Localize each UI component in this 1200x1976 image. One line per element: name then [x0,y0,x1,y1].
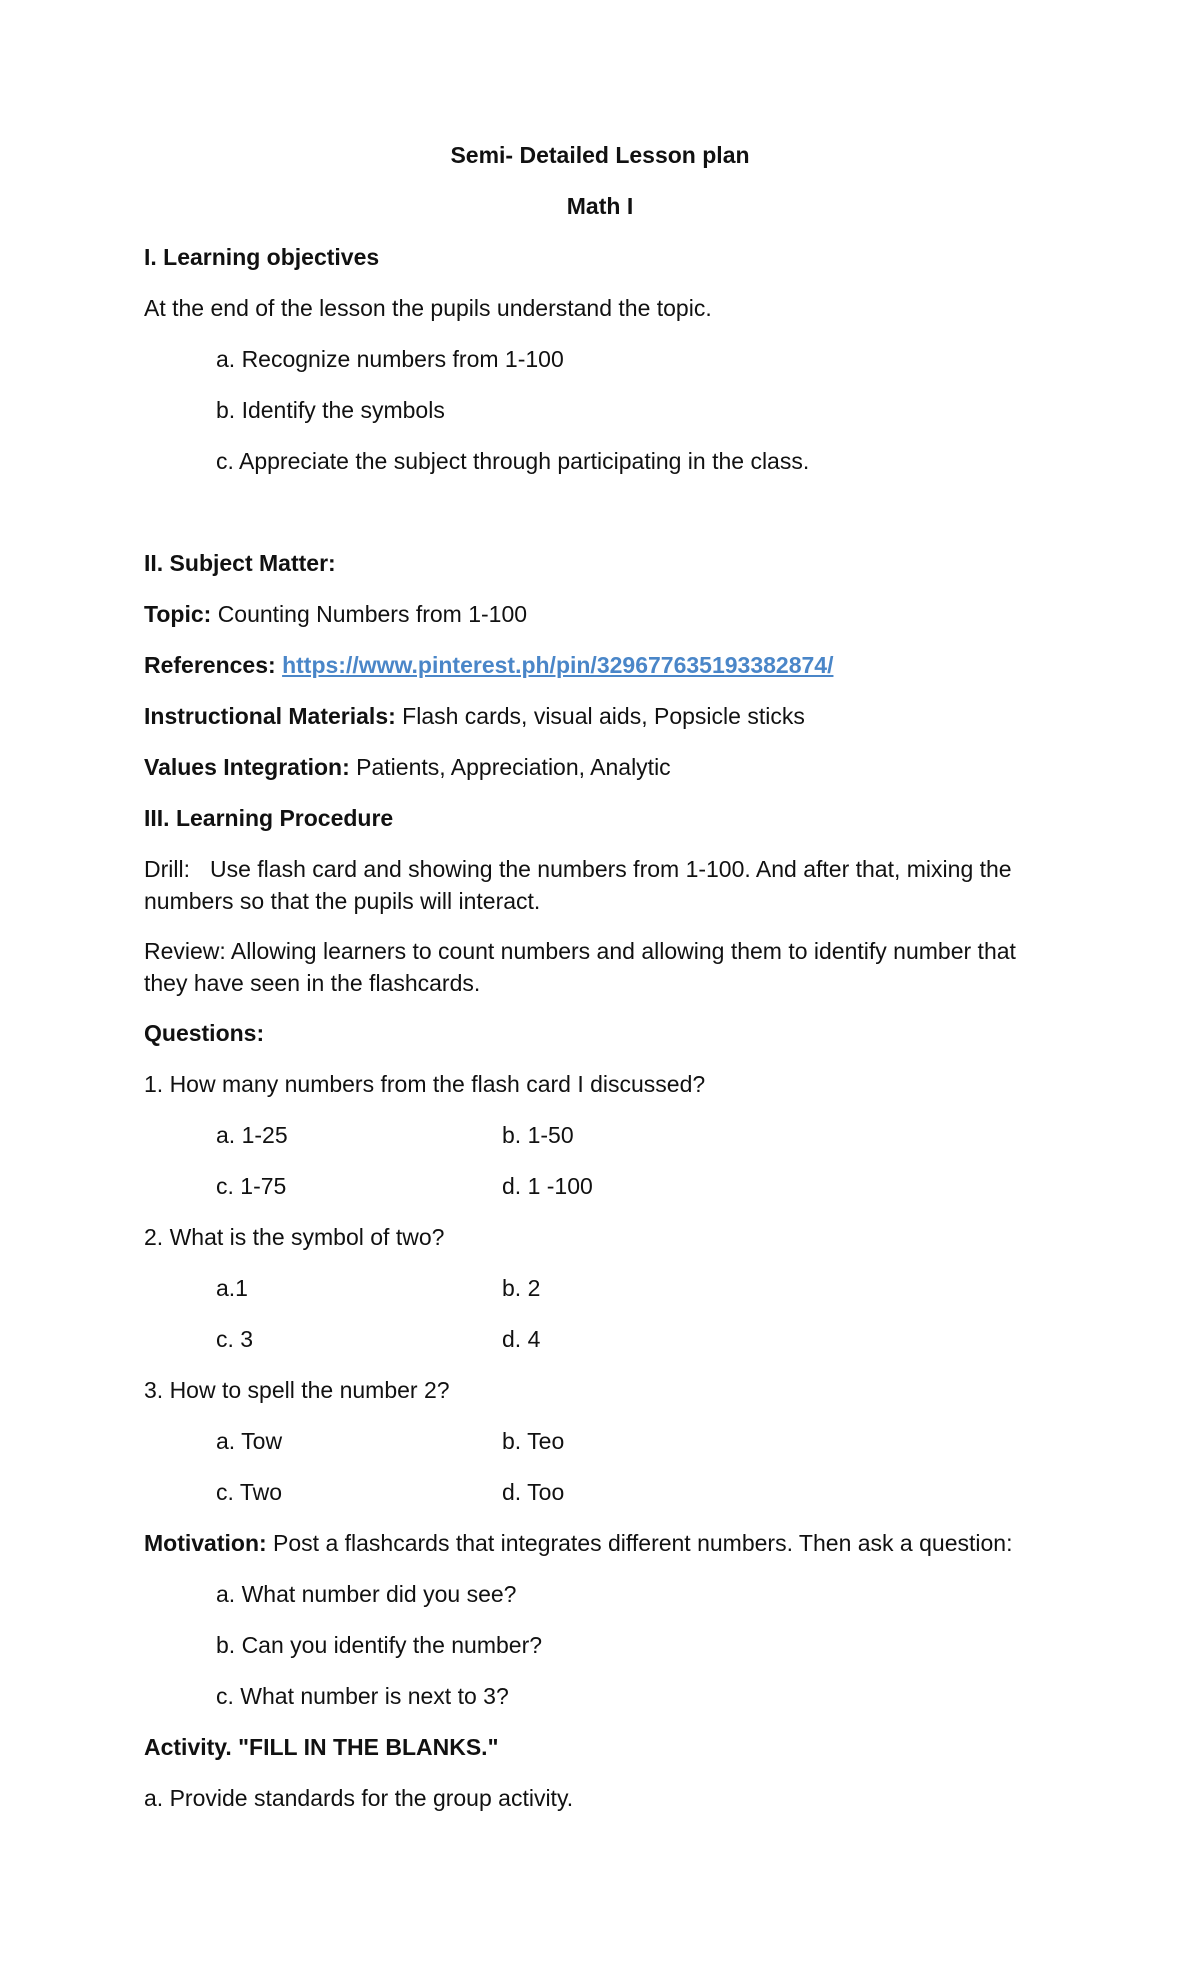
question-option: d. 4 [502,1326,541,1352]
question-option: d. Too [502,1479,565,1505]
document-subtitle: Math I [566,193,634,219]
question-option: d. 1 -100 [502,1173,593,1199]
question-text: 2. What is the symbol of two? [144,1224,445,1250]
drill-label: Drill: [144,856,190,882]
objective-item: a. Recognize numbers from 1-100 [216,346,564,372]
references-link[interactable]: https://www.pinterest.ph/pin/329677635193382874/ [282,652,834,678]
procedure-heading: III. Learning Procedure [144,805,394,831]
materials-line [144,701,805,731]
values-line [144,752,671,782]
objectives-heading: I. Learning objectives [144,244,380,270]
motivation-item: a. What number did you see? [216,1581,517,1607]
objective-item: b. Identify the symbols [216,397,445,423]
question-option: a. Tow [216,1428,283,1454]
values-value: Patients, Appreciation, Analytic [356,754,671,780]
review-paragraph: Review: Allowing learners to count numbers and allowing them to identify number that they have seen in the flashcards. [144,938,1016,996]
question-option: b. 2 [502,1275,541,1301]
question-option: b. 1-50 [502,1122,574,1148]
question-option: a. 1-25 [216,1122,288,1148]
activity-item: a. Provide standards for the group activity. [144,1785,574,1811]
motivation-item: b. Can you identify the number? [216,1632,543,1658]
question-option: a.1 [216,1275,248,1301]
motivation-line [144,1528,1012,1558]
objectives-intro: At the end of the lesson the pupils understand the topic. [144,295,712,321]
references-label: References: [144,652,276,678]
drill-paragraph [144,853,1064,917]
objective-item: c. Appreciate the subject through participating in the class. [216,448,810,474]
motivation-item: c. What number is next to 3? [216,1683,509,1709]
topic-label: Topic: [144,601,212,627]
question-option: c. 1-75 [216,1173,287,1199]
questions-heading: Questions: [144,1020,265,1046]
drill-text: Use flash card and showing the numbers from 1-100. And after that, mixing the numbers so that the pupils will interact. [144,856,1012,914]
activity-heading: Activity. "FILL IN THE BLANKS." [144,1734,499,1760]
materials-label: Instructional Materials: [144,703,396,729]
references-line [144,650,833,680]
topic-value: Counting Numbers from 1-100 [217,601,528,627]
materials-value: Flash cards, visual aids, Popsicle sticks [402,703,805,729]
values-label: Values Integration: [144,754,350,780]
motivation-text: Post a flashcards that integrates different numbers. Then ask a question: [273,1530,1013,1556]
subject-heading: II. Subject Matter: [144,550,336,576]
question-option: b. Teo [502,1428,565,1454]
question-option: c. 3 [216,1326,254,1352]
question-option: c. Two [216,1479,283,1505]
document-title: Semi- Detailed Lesson plan [450,142,750,168]
question-text: 3. How to spell the number 2? [144,1377,450,1403]
motivation-label: Motivation: [144,1530,267,1556]
question-text: 1. How many numbers from the flash card I discussed? [144,1071,706,1097]
topic-line [144,599,527,629]
